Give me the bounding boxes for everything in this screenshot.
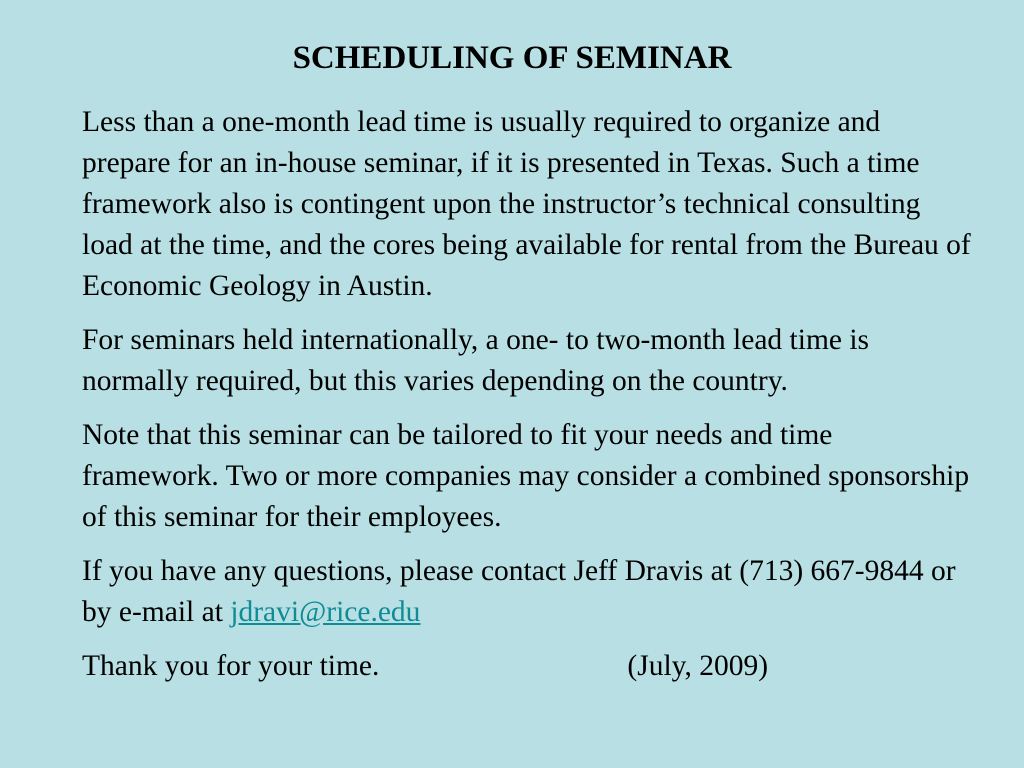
contact-text: If you have any questions, please contact Jeff Dravis at (713) 667-9844 or by e-mail at	[82, 555, 956, 628]
paragraph-tailoring: Note that this seminar can be tailored to fit your needs and time framework. Two or more companies may consider a combined sponsorship of this seminar for their employees.	[82, 419, 970, 533]
closing-line	[82, 646, 972, 687]
slide-body	[82, 102, 972, 700]
slide-title: SCHEDULING OF SEMINAR	[292, 40, 732, 76]
email-link[interactable]: jdravi@rice.edu	[230, 596, 421, 628]
paragraph-contact	[82, 551, 972, 633]
paragraph-lead-time: Less than a one-month lead time is usually required to organize and prepare for an in-house seminar, if it is presented in Texas. Such a time framework also is contingent upon the instructor’s technical consulting load at the time, and the cores being available for rental from the Bureau of Economic Geology in Austin.	[82, 106, 971, 302]
date-text: (July, 2009)	[627, 650, 769, 682]
thank-you-text: Thank you for your time.	[82, 650, 380, 682]
paragraph-international: For seminars held internationally, a one- to two-month lead time is normally required, but this varies depending on the country.	[82, 324, 870, 397]
